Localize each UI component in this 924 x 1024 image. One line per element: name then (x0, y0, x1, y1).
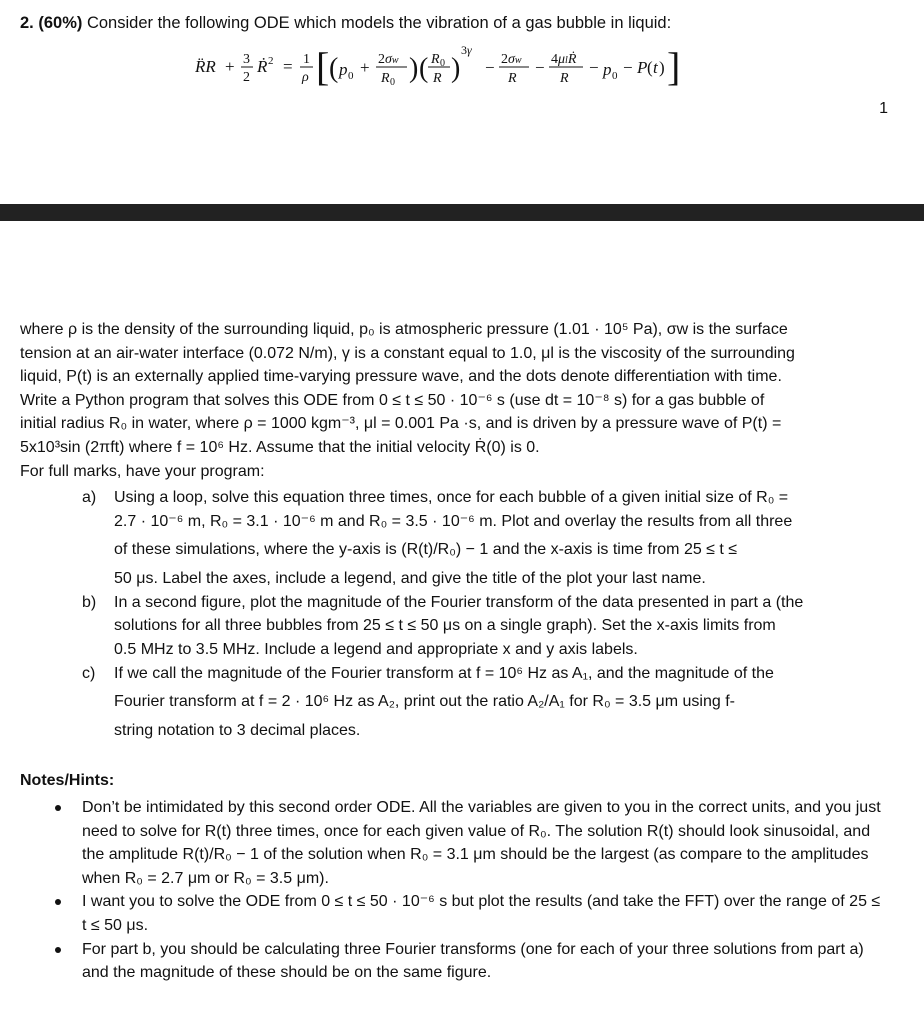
equation-lhs (0, 0, 1, 1)
task-line: Fourier transform at f = 2 · 10⁶ Hz as A₂, print out the ratio A₂/A₁ for R₀ = 3.5 μm using f- (114, 693, 735, 711)
svg-text:1: 1 (303, 52, 310, 67)
svg-text:p: p (339, 60, 348, 79)
notes-heading: Notes/Hints: (20, 772, 115, 789)
task-line: string notation to 3 decimal places. (114, 722, 361, 740)
svg-text:3γ: 3γ (461, 43, 472, 57)
svg-text:0: 0 (390, 77, 395, 88)
task-line: In a second figure, plot the magnitude of the Fourier transform of the data presented in part a (the (114, 593, 804, 611)
task-item-b (82, 591, 882, 662)
task-line: Using a loop, solve this equation three times, once for each bubble of a given initial size of R₀ = (114, 489, 789, 506)
task-line: 50 μs. Label the axes, include a legend, and give the title of the plot your last name. (114, 570, 706, 588)
task-line: of these simulations, where the y-axis is (R(t)/R₀) − 1 and the x-axis is time from 25 ≤ t ≤ (114, 541, 738, 559)
paragraph-line: where ρ is the density of the surrounding liquid, p₀ is atmospheric pressure (1.01 · 10⁵ Pa), σw is the surface (20, 321, 788, 338)
note-text: Don’t be intimidated by this second order ODE. All the variables are given to you in the correct units, and you just need to solve for R(t) three times, once for each given value of R₀. The solution R(t) should look sinusoidal, and the amplitude R(t)/R₀ − 1 of the solution when R₀ = 3.1 μm should be the largest (as compare to the amplitudes when R₀ = 2.7 μm or R₀ = 3.5 μm). (82, 799, 881, 887)
svg-text:[: [ (316, 44, 330, 89)
svg-text:2σw: 2σw (378, 52, 399, 67)
question-number: 2. (60%) (20, 14, 83, 32)
problem-paragraph (20, 318, 890, 483)
svg-text:−: − (589, 58, 599, 77)
svg-text:2: 2 (243, 70, 250, 85)
task-line: If we call the magnitude of the Fourier transform at f = 10⁶ Hz as A₁, and the magnitude of the (114, 664, 774, 682)
note-bullet (55, 938, 885, 985)
paragraph-line: tension at an air-water interface (0.072 N/m), γ is a constant equal to 1.0, μl is the viscosity of the surrounding (20, 344, 795, 362)
note-text: I want you to solve the ODE from 0 ≤ t ≤ 50 · 10⁻⁶ s but plot the results (and take the FFT) over the range of 25 ≤ t ≤ 50 μs. (82, 893, 881, 934)
paragraph-line: For full marks, have your program: (20, 462, 265, 480)
svg-text:0: 0 (612, 70, 618, 82)
task-label: a) (82, 489, 97, 506)
svg-text:2: 2 (268, 55, 274, 67)
paragraph-line: Write a Python program that solves this ODE from 0 ≤ t ≤ 50 · 10⁻⁶ s (use dt = 10⁻⁸ s) for a gas bubble of (20, 391, 765, 409)
svg-text:R: R (560, 71, 569, 86)
svg-text:(: ( (329, 53, 339, 84)
svg-text:): ) (659, 58, 665, 77)
equation-number: 1 (879, 100, 888, 117)
svg-text:=: = (283, 57, 293, 76)
svg-text:Ṙ: Ṙ (257, 57, 268, 76)
task-item-a (82, 486, 882, 591)
question-intro: Consider the following ODE which models the vibration of a gas bubble in liquid: (86, 14, 672, 32)
svg-text:+: + (360, 58, 370, 77)
question-heading (20, 14, 671, 33)
task-item-c (82, 662, 882, 743)
svg-text:2σw: 2σw (501, 52, 522, 67)
svg-text:): ) (409, 53, 419, 84)
svg-text:(: ( (419, 53, 429, 84)
bullet-icon (55, 805, 61, 811)
task-line: solutions for all three bubbles from 25 ≤ t ≤ 50 μs on a single graph). Set the x-axis limits from (114, 617, 776, 635)
task-list (82, 486, 882, 743)
svg-text:(: ( (647, 58, 653, 77)
svg-text:0: 0 (440, 58, 445, 69)
paragraph-line: liquid, P(t) is an externally applied time-varying pressure wave, and the dots denote differentiation with time. (20, 368, 782, 386)
paragraph-line: initial radius R₀ in water, where ρ = 1000 kgm⁻³, μl = 0.001 Pa ·s, and is driven by a pressure wave of P(t) = (20, 415, 782, 433)
svg-text:−: − (623, 58, 633, 77)
task-line: 0.5 MHz to 3.5 MHz. Include a legend and appropriate x and y axis labels. (114, 640, 638, 658)
task-line: 2.7 · 10⁻⁶ m, R₀ = 3.1 · 10⁻⁶ m and R₀ = 3.5 · 10⁻⁶ m. Plot and overlay the results from all three (114, 512, 793, 530)
svg-text:4μlṘ: 4μlṘ (551, 52, 577, 67)
svg-text:+: + (225, 57, 235, 76)
svg-text:P: P (637, 58, 648, 77)
svg-text:R: R (431, 52, 440, 67)
note-text: For part b, you should be calculating three Fourier transforms (one for each of your three solutions from part a) and the magnitude of these should be on the same figure. (82, 940, 864, 982)
svg-text:R̈R: R̈R (195, 57, 216, 76)
paragraph-line: 5x10³sin (2πft) where f = 10⁶ Hz. Assume that the initial velocity Ṙ(0) is 0. (20, 438, 540, 456)
ode-equation (195, 40, 715, 92)
svg-text:R: R (433, 71, 442, 86)
svg-text:3: 3 (243, 52, 250, 67)
task-label: c) (82, 664, 96, 682)
bullet-icon (55, 899, 61, 905)
bullet-icon (55, 947, 61, 953)
svg-text:t: t (653, 58, 658, 77)
svg-text:): ) (451, 53, 461, 84)
svg-text:0: 0 (348, 70, 354, 82)
svg-text:R: R (381, 71, 390, 86)
svg-text:ρ: ρ (302, 70, 309, 85)
divider-bar (0, 204, 924, 221)
note-bullet (55, 890, 885, 937)
note-bullet (55, 796, 885, 890)
notes-list (55, 796, 885, 985)
svg-text:−: − (535, 58, 545, 77)
svg-text:]: ] (667, 44, 681, 89)
svg-text:−: − (485, 58, 495, 77)
svg-text:p: p (603, 60, 612, 79)
svg-text:R: R (508, 71, 517, 86)
task-label: b) (82, 593, 97, 611)
